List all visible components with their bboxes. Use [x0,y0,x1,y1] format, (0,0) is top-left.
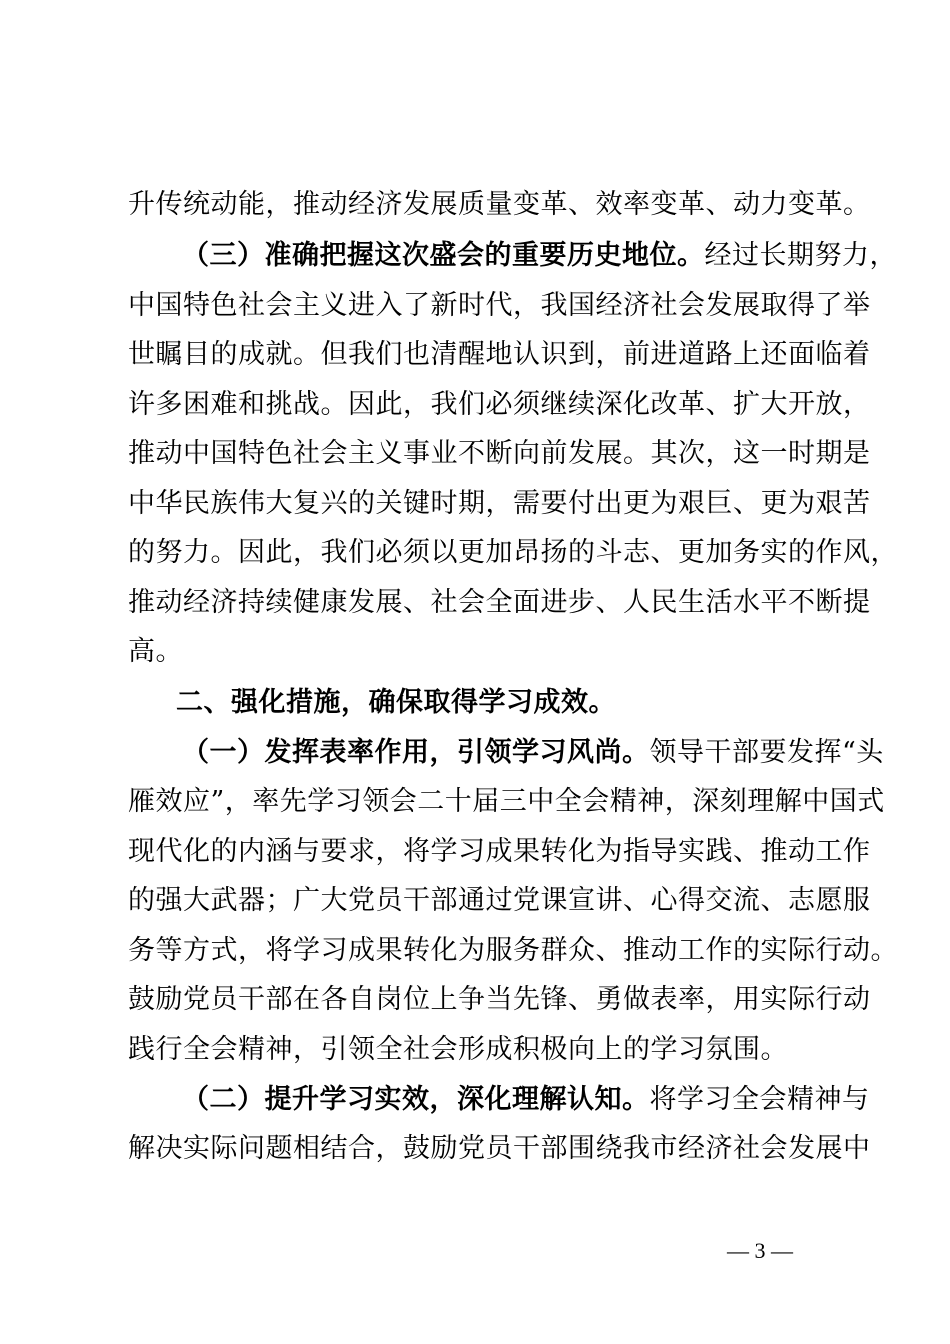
text: 推动经济持续健康发展、社会全面进步、人民生活水平不断提 [128,587,871,618]
text: 鼓励党员干部在各自岗位上争当先锋、勇做表率，用实际行动 [128,984,871,1015]
section-3-text: 经过长期努力， [704,240,897,271]
paragraph-line [128,528,898,578]
paragraph-line [128,627,868,677]
part-2-heading-line [176,678,916,728]
paragraph-line [128,330,871,380]
paragraph-line [128,479,871,529]
text: 解决实际问题相结合，鼓励党员干部围绕我市经济社会发展中 [128,1133,871,1164]
text: 践行全会精神，引领全社会形成积极向上的学习氛围。 [128,1034,788,1065]
page-number: — 3 — [727,1238,793,1263]
paragraph-line [128,876,871,926]
text: 中华民族伟大复兴的关键时期，需要付出更为艰巨、更为艰苦 [128,488,871,519]
section-3-heading: （三）准确把握这次盛会的重要历史地位。 [182,240,705,271]
text: 高。 [128,636,183,667]
text: 中国特色社会主义进入了新时代，我国经济社会发展取得了举 [128,290,871,321]
section-2-1-text: 领导干部要发挥“头 [649,737,884,768]
paragraph-line [128,281,871,331]
text: 升传统动能，推动经济发展质量变革、效率变革、动力变革。 [128,189,871,220]
part-2-heading: 二、强化措施，确保取得学习成效。 [176,687,616,718]
text: 推动中国特色社会主义事业不断向前发展。其次，这一时期是 [128,438,871,469]
text: 现代化的内涵与要求，将学习成果转化为指导实践、推动工作 [128,836,871,867]
paragraph-line [128,1025,868,1075]
section-2-1-heading: （一）发挥表率作用，引领学习风尚。 [182,737,650,768]
section-3-first-line [182,231,897,281]
section-2-2-heading: （二）提升学习实效，深化理解认知。 [182,1084,650,1115]
paragraph-line [128,380,871,430]
paragraph-line [128,926,898,976]
paragraph-line [128,1124,871,1174]
section-2-2-first-line [182,1075,872,1125]
paragraph-line [128,429,871,479]
paragraph-line [128,827,871,877]
paragraph-line [128,578,871,628]
paragraph-line [128,975,871,1025]
paragraph-line [128,777,885,827]
text: 的强大武器；广大党员干部通过党课宣讲、心得交流、志愿服 [128,885,871,916]
paragraph-line [128,180,871,230]
text: 许多困难和挑战。因此，我们必须继续深化改革、扩大开放， [128,389,871,420]
text: 世瞩目的成就。但我们也清醒地认识到，前进道路上还面临着 [128,339,871,370]
text: 务等方式，将学习成果转化为服务群众、推动工作的实际行动。 [128,935,898,966]
section-2-2-text: 将学习全会精神与 [649,1084,870,1115]
section-2-1-first-line [182,728,884,778]
text: 的努力。因此，我们必须以更加昂扬的斗志、更加务实的作风， [128,537,898,568]
text: 雁效应”，率先学习领会二十届三中全会精神，深刻理解中国式 [128,786,885,817]
